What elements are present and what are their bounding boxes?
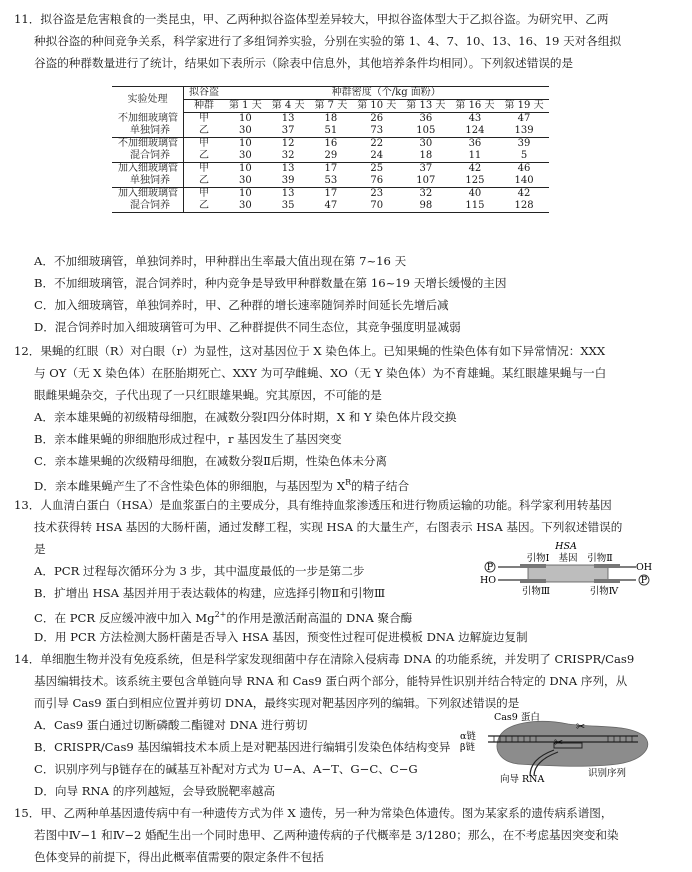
table-cell: 46: [499, 163, 548, 176]
table-cell: 51: [324, 125, 338, 136]
hsa-gene-title: HSA: [555, 541, 577, 552]
table-cell: 47: [517, 113, 531, 124]
table-cell: 35: [267, 200, 310, 213]
q13-option-b: B．扩增出 HSA 基因并用于表达载体的构建，应选择引物Ⅱ和引物Ⅲ: [34, 586, 386, 600]
table-cell-condition: 单独饲养: [112, 125, 184, 138]
q14-option-c: C．识别序列与β链存在的碱基互补配对方式为 U−A、A−T、G−C、C−G: [34, 762, 418, 776]
q11-stem-line-2: 种拟谷盗的种间竞争关系，科学家进行了多组饲养实验，分别在实验的第 1、4、7、10、13、16、19 天对各组拟: [34, 34, 622, 48]
gene-label: 基因: [558, 553, 578, 564]
q12-stem-line-3: 眼雌果蝇杂交，子代出现了一只红眼雄果蝇。究其原因，不可能的是: [34, 388, 382, 402]
table-cell-species: 乙: [199, 175, 209, 186]
table-cell: 18: [324, 113, 338, 124]
table-cell: 125: [465, 175, 485, 186]
q13-option-c-superscript: 2+: [214, 610, 227, 619]
q13-option-a: A．PCR 过程每次循环分为 3 步，其中温度最低的一步是第二步: [34, 564, 365, 578]
guide-rna-label: 向导 RNA: [500, 774, 545, 784]
q13-option-c-text: C．在 PCR 反应缓冲液中加入 Mg: [34, 610, 215, 625]
table-cell: 30: [224, 200, 267, 213]
table-row: [112, 200, 549, 213]
table-cell-condition: 加入细玻璃管: [112, 163, 184, 176]
table-cell: 30: [239, 150, 252, 161]
crispr-cas9-figure: [458, 710, 658, 784]
q12-stem-line-1: 12．果蝇的红眼（R）对白眼（r）为显性，这对基因位于 X 染色体上。已知果蝇的性染色体有如下异常情况：XXX: [14, 344, 606, 358]
table-cell: 18: [419, 150, 433, 161]
table-cell-condition: 混合饲养: [112, 200, 184, 213]
q11-stem-line-3: 谷盗的种群数量进行了统计，结果如下表所示（除表中信息外，其他培养条件均相同）。下列叙述错误的是: [34, 56, 574, 70]
table-cell: 32: [401, 188, 450, 201]
primer-2-label: 引物Ⅱ: [587, 553, 613, 564]
table-cell: 40: [450, 188, 499, 201]
table-cell-species: 甲: [184, 188, 225, 201]
table-row: [112, 113, 549, 126]
q12-option-d-superscript: R: [345, 478, 352, 487]
table-cell: 17: [309, 188, 352, 201]
q13-stem-line-2: 技术获得转 HSA 基因的大肠杆菌，通过发酵工程，实现 HSA 的大量生产，右图表示 HSA 基因。下列叙述错误的: [34, 520, 623, 534]
q11-option-c: C．加入细玻璃管，单独饲养时，甲、乙种群的增长速率随饲养时间延长先增后减: [34, 298, 449, 312]
oh-end-label: OH: [636, 562, 653, 573]
table-cell: 10: [239, 113, 252, 124]
table-row: [112, 125, 549, 138]
table-cell: 140: [514, 175, 534, 186]
table-cell: 76: [370, 175, 384, 186]
table-cell-condition: 加入细玻璃管: [112, 188, 184, 201]
table-header-treatment: 实验处理: [112, 87, 184, 113]
table-cell: 39: [499, 138, 548, 151]
table-cell: 37: [281, 125, 295, 136]
table-cell: 17: [309, 163, 352, 176]
table-row: [112, 175, 549, 188]
table-cell: 39: [281, 175, 295, 186]
q11-option-d: D．混合饲养时加入细玻璃管可为甲、乙种群提供不同生态位，其竞争强度明显减弱: [34, 320, 461, 334]
q14-option-a: A．Cas9 蛋白通过切断磷酸二酯键对 DNA 进行剪切: [34, 718, 308, 732]
table-cell: 10: [224, 163, 267, 176]
table-cell: 29: [324, 150, 338, 161]
q12-stem-line-2: 与 OY（无 X 染色体）在胚胎期死亡、XXY 为可孕雌蝇、XO（无 Y 染色体）为不育雄蝇。某红眼雄果蝇与一白: [34, 366, 607, 380]
table-cell: 107: [416, 175, 436, 186]
table-header-day: 第 10 天: [352, 100, 401, 113]
phosphate-right-label: P: [640, 575, 648, 586]
table-row: [112, 150, 549, 163]
table-cell-species: 乙: [184, 200, 225, 213]
q14-stem-line-3: 而引导 Cas9 蛋白到相应位置并剪切 DNA，最终实现对靶基因序列的编辑。下列叙述错误的是: [34, 696, 520, 710]
table-header-density: 种群密度（个/kg 面粉）: [224, 87, 549, 100]
table-cell-condition: 混合饲养: [112, 150, 184, 163]
table-cell: 115: [450, 200, 499, 213]
table-cell: 53: [324, 175, 338, 186]
table-cell: 10: [224, 138, 267, 151]
q12-option-b: B．亲本雌果蝇的卵细胞形成过程中，r 基因发生了基因突变: [34, 432, 342, 446]
q13-option-c-tail: 的作用是激活耐高温的 DNA 聚合酶: [226, 610, 413, 625]
table-cell: 30: [401, 138, 450, 151]
q13-option-c: [34, 608, 412, 625]
q13-option-d: D．用 PCR 方法检测大肠杆菌是否导入 HSA 基因，预变性过程可促进模板 DNA 边解旋边复制: [34, 630, 528, 644]
table-cell: 13: [267, 188, 310, 201]
table-cell-species: 乙: [199, 125, 209, 136]
alpha-strand-label: α链: [460, 731, 476, 742]
table-cell: 42: [450, 163, 499, 176]
q12-option-a: A．亲本雄果蝇的初级精母细胞，在减数分裂Ⅰ四分体时期，X 和 Y 染色体片段交换: [34, 410, 457, 424]
table-cell: 124: [465, 125, 485, 136]
q14-option-b: B．CRISPR/Cas9 基因编辑技术本质上是对靶基因进行编辑引发染色体结构变异: [34, 740, 451, 754]
table-header-species-top: 拟谷盗: [184, 87, 225, 100]
table-cell: 37: [401, 163, 450, 176]
q11-option-a: A．不加细玻璃管，单独饲养时，甲种群出生率最大值出现在第 7~16 天: [34, 254, 407, 268]
q11-data-table: [112, 86, 549, 213]
table-cell-condition: 单独饲养: [112, 175, 184, 188]
table-header-day: 第 19 天: [499, 100, 548, 113]
q13-stem-line-3: 是: [34, 542, 46, 556]
table-cell: 26: [370, 113, 384, 124]
scissors-icon: ✂: [576, 720, 586, 733]
primer-4-label: 引物Ⅳ: [589, 586, 619, 597]
table-cell: 36: [419, 113, 433, 124]
cas9-label: Cas9 蛋白: [494, 712, 540, 723]
table-cell: 73: [370, 125, 384, 136]
q12-option-d-text: D．亲本雌果蝇产生了不含性染色体的卵细胞，与基因型为 X: [34, 478, 346, 493]
table-cell: 43: [468, 113, 482, 124]
table-cell: 105: [416, 125, 436, 136]
q13-stem-line-1: 13．人血清白蛋白（HSA）是血浆蛋白的主要成分，具有维持血浆渗透压和进行物质运输的功能。科学家利用转基因: [14, 498, 612, 512]
table-cell: 25: [352, 163, 401, 176]
table-cell: 12: [267, 138, 310, 151]
q15-stem-line-3: 色体变异的前提下，得出此概率值需要的限定条件不包括: [34, 850, 324, 864]
table-header-day: 第 7 天: [309, 100, 352, 113]
table-cell: 16: [309, 138, 352, 151]
q14-stem-line-1: 14．单细胞生物并没有免疫系统，但是科学家发现细菌中存在清除入侵病毒 DNA 的功能系统，并发明了 CRISPR/Cas9: [14, 652, 635, 666]
table-cell: 139: [514, 125, 534, 136]
table-cell: 32: [281, 150, 295, 161]
recognition-sequence-label: 识别序列: [588, 768, 627, 779]
q14-stem-line-2: 基因编辑技术。该系统主要包含单链向导 RNA 和 Cas9 蛋白两个部分，能特异性识别并结合特定的 DNA 序列，从: [34, 674, 628, 688]
table-cell-condition: 不加细玻璃管: [112, 113, 184, 126]
table-row: [112, 163, 549, 176]
table-header-day: 第 13 天: [401, 100, 450, 113]
ho-end-label: HO: [480, 575, 497, 586]
q11-option-b: B．不加细玻璃管，混合饲养时，种内竞争是导致甲种群数量在第 16~19 天增长缓慢的主因: [34, 276, 507, 290]
phosphate-left-label: P: [486, 562, 494, 573]
table-row: [112, 188, 549, 201]
table-cell: 70: [352, 200, 401, 213]
beta-strand-label: β链: [460, 742, 475, 753]
table-cell: 11: [468, 150, 482, 161]
primer-1-label: 引物Ⅰ: [526, 553, 550, 564]
cas9-protein-shape: [497, 721, 648, 766]
table-cell: 42: [499, 188, 548, 201]
table-cell: 23: [352, 188, 401, 201]
q15-stem-line-2: 若图中Ⅳ−1 和Ⅳ−2 婚配生出一个同时患甲、乙两种遗传病的子代概率是 3/1280；那么，在不考虑基因突变和染: [34, 828, 619, 842]
table-cell-condition: 不加细玻璃管: [112, 138, 184, 151]
primer-3-label: 引物Ⅲ: [521, 586, 551, 597]
table-row: [112, 138, 549, 151]
table-cell-species: 甲: [184, 163, 225, 176]
scissors-icon: ✂: [554, 736, 564, 749]
table-cell: 47: [309, 200, 352, 213]
table-cell: 30: [239, 175, 252, 186]
table-cell: 22: [352, 138, 401, 151]
table-cell: 10: [224, 188, 267, 201]
table-cell: 24: [370, 150, 384, 161]
table-cell: 13: [267, 163, 310, 176]
table-cell: 98: [401, 200, 450, 213]
table-header-species: 种群: [184, 100, 225, 113]
table-header-day: 第 4 天: [267, 100, 310, 113]
table-cell-species: 甲: [199, 113, 209, 124]
q15-stem-line-1: 15．甲、乙两种单基因遗传病中有一种遗传方式为伴 X 遗传，另一种为常染色体遗传。图为某家系的遗传病系谱图，: [14, 806, 613, 820]
q12-option-d-tail: 的精子结合: [351, 478, 410, 493]
table-cell-species: 甲: [184, 138, 225, 151]
q14-option-d: D．向导 RNA 的序列越短，会导致脱靶率越高: [34, 784, 276, 798]
table-cell: 36: [450, 138, 499, 151]
table-cell: 5: [520, 150, 528, 161]
table-header-day: 第 16 天: [450, 100, 499, 113]
q11-stem-line-1: 11．拟谷盗是危害粮食的一类昆虫，甲、乙两种拟谷盗体型差异较大，甲拟谷盗体型大于乙拟谷盗。为研究甲、乙两: [14, 12, 609, 26]
q12-option-d: [34, 476, 409, 493]
table-cell: 128: [499, 200, 548, 213]
table-cell-species: 乙: [199, 150, 209, 161]
table-header-day: 第 1 天: [224, 100, 267, 113]
hsa-gene-figure: [476, 540, 656, 602]
table-cell: 13: [281, 113, 295, 124]
q12-option-c: C．亲本雄果蝇的次级精母细胞，在减数分裂Ⅱ后期，性染色体未分离: [34, 454, 387, 468]
table-cell: 30: [239, 125, 252, 136]
